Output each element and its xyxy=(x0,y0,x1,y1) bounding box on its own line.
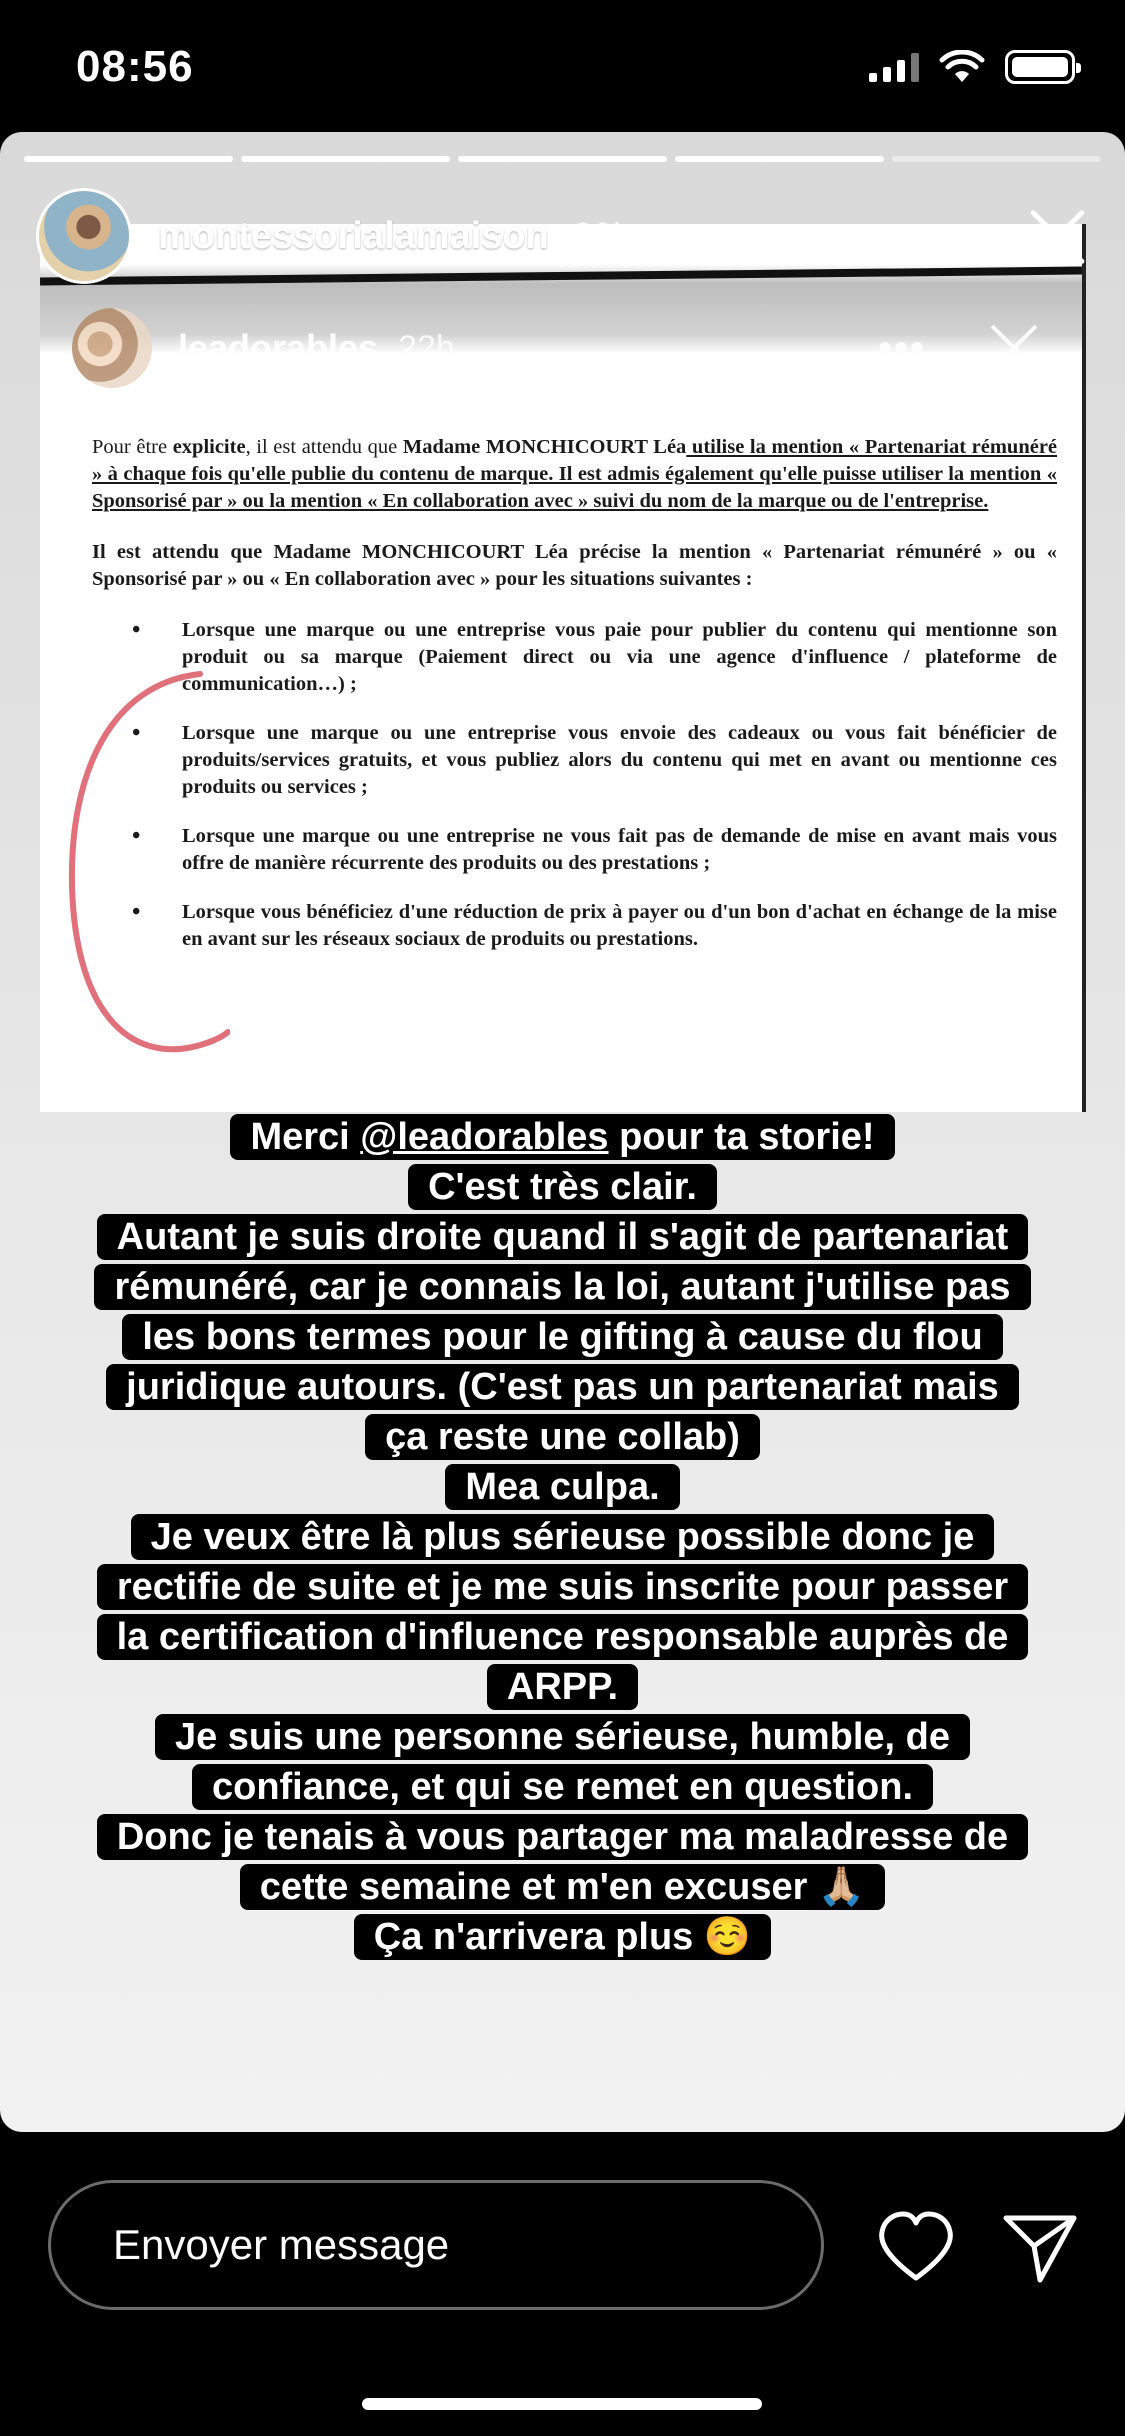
embedded-story-screenshot xyxy=(40,224,1086,1112)
doc-paragraph: Il est attendu que Madame MONCHICOURT Léa précise la mention « Partenariat rémunéré » ou « Sponsorisé par » ou « En collaboration avec » pour les situations suivantes : xyxy=(92,541,1057,590)
caption-line: rémunéré, car je connais la loi, autant j'utilise pas xyxy=(0,1262,1125,1312)
send-message-input[interactable]: Envoyer message xyxy=(48,2180,824,2310)
user-avatar[interactable] xyxy=(36,188,132,284)
close-icon[interactable] xyxy=(1025,204,1089,268)
mention-link[interactable]: @leadorables xyxy=(360,1116,609,1158)
progress-segment xyxy=(24,156,233,162)
caption-line: Mea culpa. xyxy=(0,1462,1125,1512)
caption-line: rectifie de suite et je me suis inscrite pour passer xyxy=(0,1562,1125,1612)
embedded-avatar xyxy=(72,308,152,388)
embedded-story-header xyxy=(72,308,1042,388)
story-time: 20h xyxy=(572,215,633,256)
story-progress-bar xyxy=(24,156,1101,162)
caption-line: ARPP. xyxy=(0,1662,1125,1712)
heart-icon[interactable] xyxy=(876,2210,956,2286)
story-caption xyxy=(0,1112,1125,1962)
story-username[interactable]: montessorialamaison xyxy=(158,214,549,257)
caption-line: Donc je tenais à vous partager ma maladresse de xyxy=(0,1812,1125,1862)
caption-line: Autant je suis droite quand il s'agit de partenariat xyxy=(0,1212,1125,1262)
doc-bullet: • Lorsque vous bénéficiez d'une réduction de prix à payer ou d'un bon d'achat en échange de la mise en avant sur les réseaux sociaux de produits ou prestations. xyxy=(132,899,1057,953)
caption-line: C'est très clair. xyxy=(0,1162,1125,1212)
caption-line: ça reste une collab) xyxy=(0,1412,1125,1462)
doc-paragraph: Pour être explicite, il est attendu que Madame MONCHICOURT Léa utilise la mention « Partenariat rémunéré » à chaque fois qu'elle publie du contenu de marque. Il est admis également qu'elle puisse utiliser la mention « Sponsorisé par » ou la mention « En collaboration avec » suivi du nom de la marque ou de l'entreprise. xyxy=(92,436,1058,512)
caption-line: la certification d'influence responsable auprès de xyxy=(0,1612,1125,1662)
wifi-icon xyxy=(939,50,985,84)
caption-line: Ça n'arrivera plus ☺️ xyxy=(0,1912,1125,1962)
caption-line: les bons termes pour le gifting à cause du flou xyxy=(0,1312,1125,1362)
caption-line: cette semaine et m'en excuser 🙏🏼 xyxy=(0,1862,1125,1912)
caption-line: Je suis une personne sérieuse, humble, de xyxy=(0,1712,1125,1762)
more-horizontal-icon: ••• xyxy=(877,325,926,370)
battery-icon xyxy=(1005,50,1075,84)
story-card[interactable] xyxy=(0,132,1125,2132)
doc-bullet: • Lorsque une marque ou une entreprise vous paie pour publier du contenu qui mentionne son produit ou sa marque (Paiement direct ou via une agence d'influence / plateforme de communication…) ; xyxy=(132,617,1057,698)
progress-segment xyxy=(241,156,450,162)
more-horizontal-icon[interactable]: ••• xyxy=(911,210,969,262)
send-icon[interactable] xyxy=(1000,2210,1080,2286)
status-bar xyxy=(0,0,1125,130)
story-reply-bar xyxy=(0,2150,1125,2350)
doc-bullet: • Lorsque une marque ou une entreprise vous envoie des cadeaux ou vous fait bénéficier de produits/services gratuits, et vous publiez alors du contenu qui met en avant ou mentionne ces produits ou services ; xyxy=(132,720,1057,801)
caption-line: confiance, et qui se remet en question. xyxy=(0,1762,1125,1812)
caption-line: Merci @leadorables pour ta storie! xyxy=(0,1112,1125,1162)
red-bracket-annotation xyxy=(50,654,230,1074)
cellular-signal-icon xyxy=(869,52,919,82)
progress-segment xyxy=(675,156,884,162)
home-indicator[interactable] xyxy=(362,2398,762,2410)
progress-segment xyxy=(458,156,667,162)
embedded-time: 22h xyxy=(398,328,455,367)
progress-segment xyxy=(892,156,1101,162)
legal-document xyxy=(92,434,1057,975)
caption-line: Je veux être là plus sérieuse possible donc je xyxy=(0,1512,1125,1562)
close-icon xyxy=(986,320,1042,376)
status-icons xyxy=(869,50,1075,84)
caption-line: juridique autours. (C'est pas un partenariat mais xyxy=(0,1362,1125,1412)
doc-bullet-list xyxy=(132,617,1057,953)
embedded-username: leadorables xyxy=(178,327,379,368)
status-time: 08:56 xyxy=(76,42,194,91)
doc-bullet: • Lorsque une marque ou une entreprise ne vous fait pas de demande de mise en avant mais vous offre de manière récurrente des produits ou des prestations ; xyxy=(132,823,1057,877)
story-header xyxy=(36,186,1089,286)
